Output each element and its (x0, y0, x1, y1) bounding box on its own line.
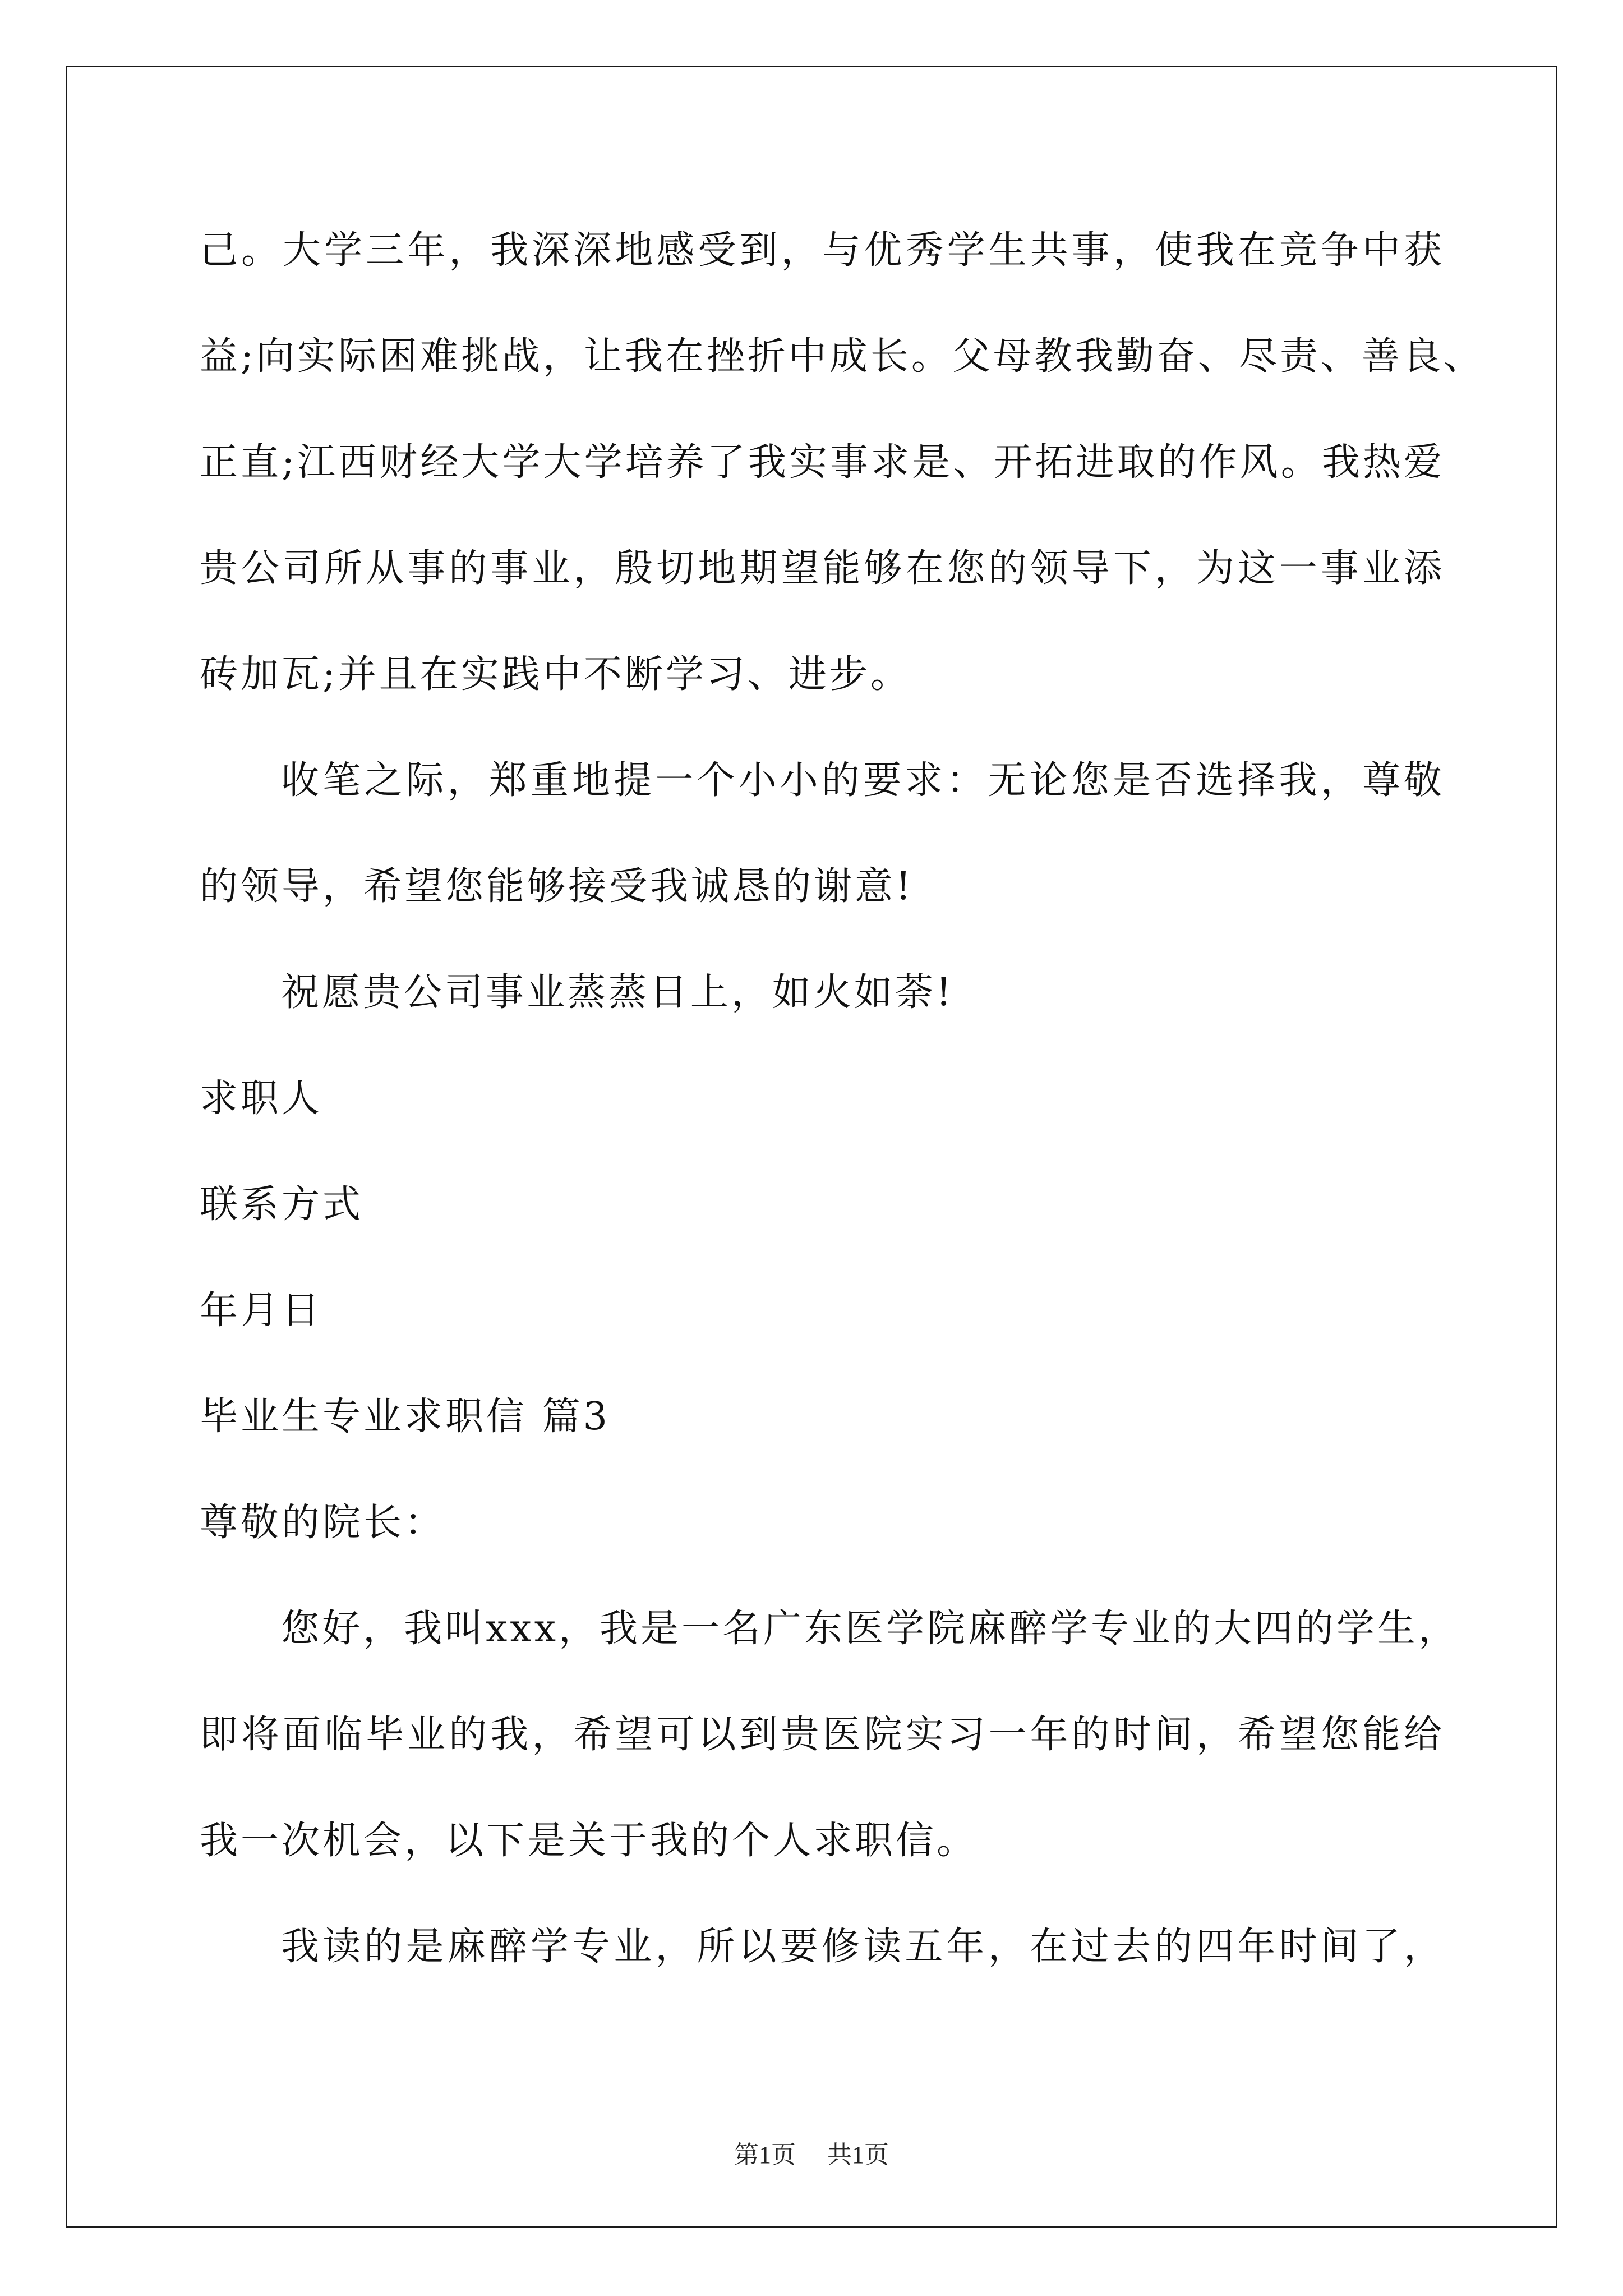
signature-contact: 联系方式 (200, 1182, 364, 1227)
page-number: 第1页 (734, 2141, 796, 2169)
text-line: 即将面临毕业的我，希望可以到贵医院实习一年的时间，希望您能给 (200, 1713, 1445, 1757)
signature-applicant: 求职人 (200, 1076, 323, 1121)
text-line: 的领导，希望您能够接受我诚恳的谢意! (200, 864, 914, 909)
text-line: 正直;江西财经大学大学培养了我实事求是、开拓进取的作风。我热爱 (200, 440, 1445, 485)
text-line: 贵公司所从事的事业，殷切地期望能够在您的领导下，为这一事业添 (200, 546, 1445, 591)
closing-wish-line: 祝愿贵公司事业蒸蒸日上，如火如荼! (281, 970, 955, 1015)
document-body (200, 197, 1484, 2000)
text-line: 我一次机会，以下是关于我的个人求职信。 (200, 1819, 978, 1863)
signature-date: 年月日 (200, 1289, 323, 1333)
letter-salutation: 尊敬的院长： (200, 1501, 446, 1545)
paragraph-start-line: 我读的是麻醉学专业，所以要修读五年，在过去的四年时间了， (281, 1925, 1445, 1969)
text-line: 益;向实际困难挑战，让我在挫折中成长。父母教我勤奋、尽责、善良、 (200, 334, 1484, 379)
page-footer (0, 2138, 1623, 2172)
section-heading: 毕业生专业求职信 篇3 (200, 1395, 610, 1439)
paragraph-start-line: 收笔之际，郑重地提一个小小的要求：无论您是否选择我，尊敬 (281, 758, 1445, 803)
page-total: 共1页 (827, 2141, 889, 2169)
text-line: 砖加瓦;并且在实践中不断学习、进步。 (200, 652, 911, 697)
paragraph-start-line: 您好，我叫xxx，我是一名广东医学院麻醉学专业的大四的学生， (281, 1607, 1460, 1651)
text-line: 己。大学三年，我深深地感受到，与优秀学生共事，使我在竞争中获 (200, 228, 1445, 273)
